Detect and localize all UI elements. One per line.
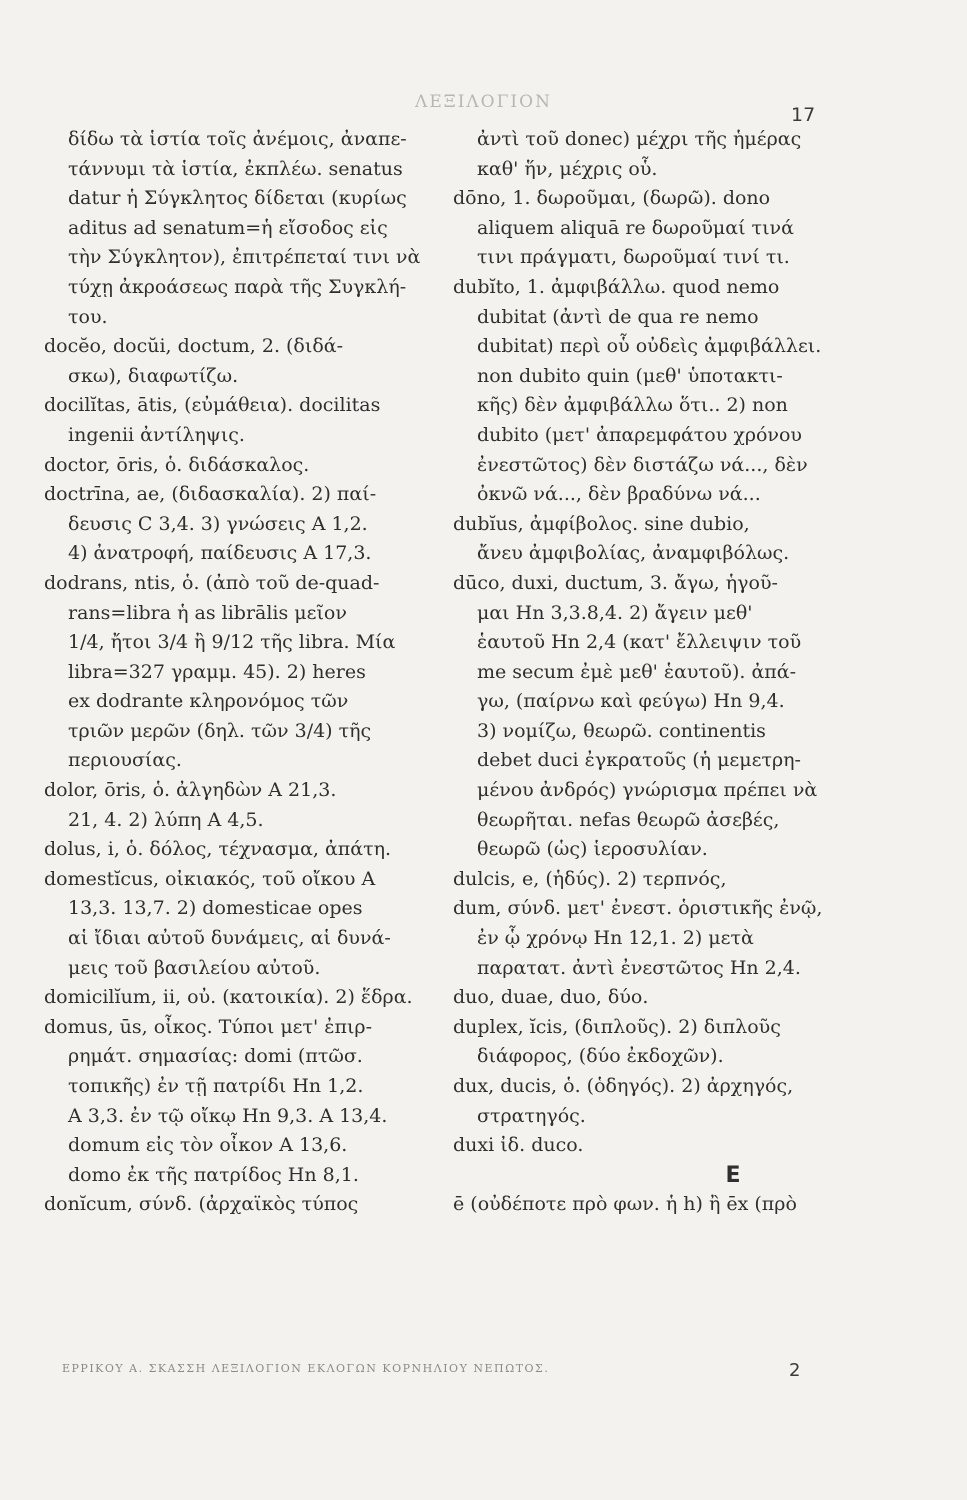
right-column-line: dubĭto, 1. ἀμφιβάλλω. quod nemo	[453, 275, 780, 298]
left-column-line: τριῶν μερῶν (δηλ. τῶν 3/4) τῆς	[68, 719, 372, 742]
right-column-line: γω, (παίρνω καὶ φεύγω) Hn 9,4.	[477, 690, 785, 713]
right-column-line: non dubito quin (μεθ' ὑποτακτι-	[477, 364, 783, 387]
right-column-line: dum, σύνδ. μετ' ἐνεστ. ὁριστικῆς ἐνῷ,	[453, 897, 823, 920]
right-column-line: duplex, ĭcis, (διπλοῦς). 2) διπλοῦς	[453, 1015, 781, 1038]
left-column-line: docĕo, docŭi, doctum, 2. (διδά-	[44, 335, 344, 358]
right-column-line: aliquem aliquā re δωροῦμαί τινά	[477, 216, 794, 239]
right-column-line: dulcis, e, (ἡδύς). 2) τερπνός,	[453, 867, 727, 890]
left-column-line: doctrīna, ae, (διδασκαλία). 2) παί-	[44, 483, 377, 506]
right-column-line: dux, ducis, ὁ. (ὁδηγός). 2) ἀρχηγός,	[453, 1075, 794, 1097]
right-column-line: dubĭus, ἀμφίβολος. sine dubio,	[453, 512, 750, 535]
left-column-line: domum εἰς τὸν οἶκον A 13,6.	[68, 1134, 348, 1157]
left-column-line: dolor, ōris, ὁ. ἀλγηδὼν A 21,3.	[44, 779, 337, 802]
left-column-line: A 3,3. ἐν τῷ οἴκῳ Hn 9,3. A 13,4.	[68, 1104, 388, 1127]
left-column-line: 21, 4. 2) λύπη A 4,5.	[68, 808, 264, 831]
right-column-line: ἄνευ ἀμφιβολίας, ἀναμφιβόλως.	[477, 542, 790, 565]
right-column-line: duo, duae, duo, δύο.	[453, 986, 649, 1009]
right-column-line: dūco, duxi, ductum, 3. ἄγω, ἡγοῦ-	[453, 571, 778, 594]
left-column-line: αἱ ἴδιαι αὐτοῦ δυνάμεις, αἱ δυνά-	[68, 927, 391, 950]
right-column-line: debet duci ἐγκρατοῦς (ἡ μεμετρη-	[477, 749, 801, 772]
right-column-line: ὀκνῶ νά..., δὲν βραδύνω νά...	[477, 483, 761, 506]
left-column-line: dolus, i, ὁ. δόλος, τέχνασμα, ἀπάτη.	[44, 838, 392, 861]
right-column-line: 3) νομίζω, θεωρῶ. continentis	[477, 719, 766, 742]
left-column-line: δίδω τὰ ἱστία τοῖς ἀνέμοις, ἀναπε-	[68, 128, 407, 150]
left-column-line: 1/4, ἤτοι 3/4 ἢ 9/12 τῆς libra. Μία	[68, 631, 396, 654]
signature-mark: 2	[789, 1360, 801, 1381]
left-column-line: τύχῃ ἀκροάσεως παρὰ τῆς Συγκλή-	[68, 275, 407, 298]
right-column-line: τινι πράγματι, δωροῦμαί τινί τι.	[477, 246, 790, 269]
right-column-line: ἐν ᾧ χρόνῳ Hn 12,1. 2) μετὰ	[477, 927, 754, 950]
right-column-line: ἀντὶ τοῦ donec) μέχρι τῆς ἡμέρας	[477, 128, 802, 150]
right-column-line: ἑαυτοῦ Hn 2,4 (κατ' ἔλλειψιν τοῦ	[477, 631, 802, 654]
right-column	[453, 125, 863, 1220]
left-column-line: περιουσίας.	[68, 749, 182, 772]
right-column-line: κῆς) δὲν ἀμφιβάλλω ὅτι.. 2) non	[477, 394, 788, 417]
footer-imprint: ΕΡΡΙΚΟΥ Α. ΣΚΑΣΣΗ ΛΕΞΙΛΟΓΙΟΝ ΕΚΛΟΓΩΝ ΚΟΡΝΗΛΙΟΥ ΝΕΠΩΤΟΣ.	[62, 1362, 550, 1375]
left-column-line: docilĭtas, ātis, (εὐμάθεια). docilitas	[44, 394, 381, 417]
left-column-line: dodrans, ntis, ὁ. (ἀπὸ τοῦ de-quad-	[44, 571, 380, 594]
right-column-line: θεωρῆται. nefas θεωρῶ ἀσεβές,	[477, 808, 780, 831]
left-column-line: τὴν Σύγκλητον), ἐπιτρέπεταί τινι νὰ	[68, 246, 421, 269]
left-column-line: τάννυμι τὰ ἱστία, ἐκπλέω. senatus	[68, 157, 403, 180]
left-column-line: aditus ad senatum=ἡ εἴσοδος εἰς	[68, 216, 388, 239]
page-number: 17	[791, 104, 816, 126]
running-title: ΛΕΞΙΛΟΓΙΟΝ	[415, 92, 552, 112]
left-column-line: domestĭcus, οἰκιακός, τοῦ οἴκου A	[44, 867, 376, 890]
right-column-line: ē (οὐδέποτε πρὸ φων. ἡ h) ἢ ēx (πρὸ	[453, 1193, 797, 1216]
right-column-line: στρατηγός.	[477, 1104, 586, 1127]
right-column-line: dubitat) περὶ οὗ οὐδεὶς ἀμφιβάλλει.	[477, 335, 822, 358]
left-column-line: ρημάτ. σημασίας: domi (πτῶσ.	[68, 1045, 363, 1068]
left-column-line: ingenii ἀντίληψις.	[68, 423, 245, 446]
right-column-line: θεωρῶ (ὡς) ἱεροσυλίαν.	[477, 838, 708, 861]
left-column-line: domicilĭum, ii, οὐ. (κατοικία). 2) ἕδρα.	[44, 986, 413, 1009]
left-column-line: σκω), διαφωτίζω.	[68, 364, 239, 387]
left-column-line: libra=327 γραμμ. 45). 2) heres	[68, 660, 366, 683]
left-column-line: donĭcum, σύνδ. (ἀρχαϊκὸς τύπος	[44, 1193, 359, 1216]
left-column-line: ex dodrante κληρονόμος τῶν	[68, 690, 349, 713]
left-column-line: domo ἐκ τῆς πατρίδος Hn 8,1.	[68, 1163, 359, 1186]
left-column	[44, 125, 444, 1220]
right-column-line: duxi ἰδ. duco.	[453, 1134, 584, 1157]
right-column-line: me secum ἐμὲ μεθ' ἑαυτοῦ). ἀπά-	[477, 660, 797, 683]
right-column-line: καθ' ἥν, μέχρις οὗ.	[477, 157, 658, 180]
section-letter-heading: E	[725, 1162, 741, 1188]
left-column-line: δευσις C 3,4. 3) γνώσεις A 1,2.	[68, 512, 368, 535]
right-column-line: ἐνεστῶτος) δὲν διστάζω νά..., δὲν	[477, 453, 808, 476]
right-column-line: dubito (μετ' ἀπαρεμφάτου χρόνου	[477, 423, 802, 446]
right-column-line: διάφορος, (δύο ἐκδοχῶν).	[477, 1045, 724, 1068]
right-column-line: μένου ἀνδρός) γνώρισμα πρέπει νὰ	[477, 779, 818, 802]
left-column-line: datur ἡ Σύγκλητος δίδεται (κυρίως	[68, 187, 407, 210]
left-column-line: 4) ἀνατροφή, παίδευσις A 17,3.	[68, 542, 372, 565]
left-column-line: doctor, ōris, ὁ. διδάσκαλος.	[44, 453, 310, 476]
left-column-line: 13,3. 13,7. 2) domesticae opes	[68, 897, 363, 920]
left-column-line: τοπικῆς) ἐν τῇ πατρίδι Hn 1,2.	[68, 1075, 364, 1097]
right-column-line: dōno, 1. δωροῦμαι, (δωρῶ). dono	[453, 187, 771, 210]
left-column-line: domus, ūs, οἶκος. Τύποι μετ' ἐπιρ-	[44, 1015, 373, 1038]
left-column-line: του.	[68, 305, 108, 328]
right-column-line: παρατατ. ἀντὶ ἐνεστῶτος Hn 2,4.	[477, 956, 801, 979]
right-column-line: μαι Hn 3,3.8,4. 2) ἄγειν μεθ'	[477, 601, 753, 624]
left-column-line: rans=libra ἡ as librālis μεῖον	[68, 601, 347, 624]
right-column-line: dubitat (ἀντὶ de qua re nemo	[477, 305, 759, 328]
left-column-line: μεις τοῦ βασιλείου αὐτοῦ.	[68, 956, 321, 979]
